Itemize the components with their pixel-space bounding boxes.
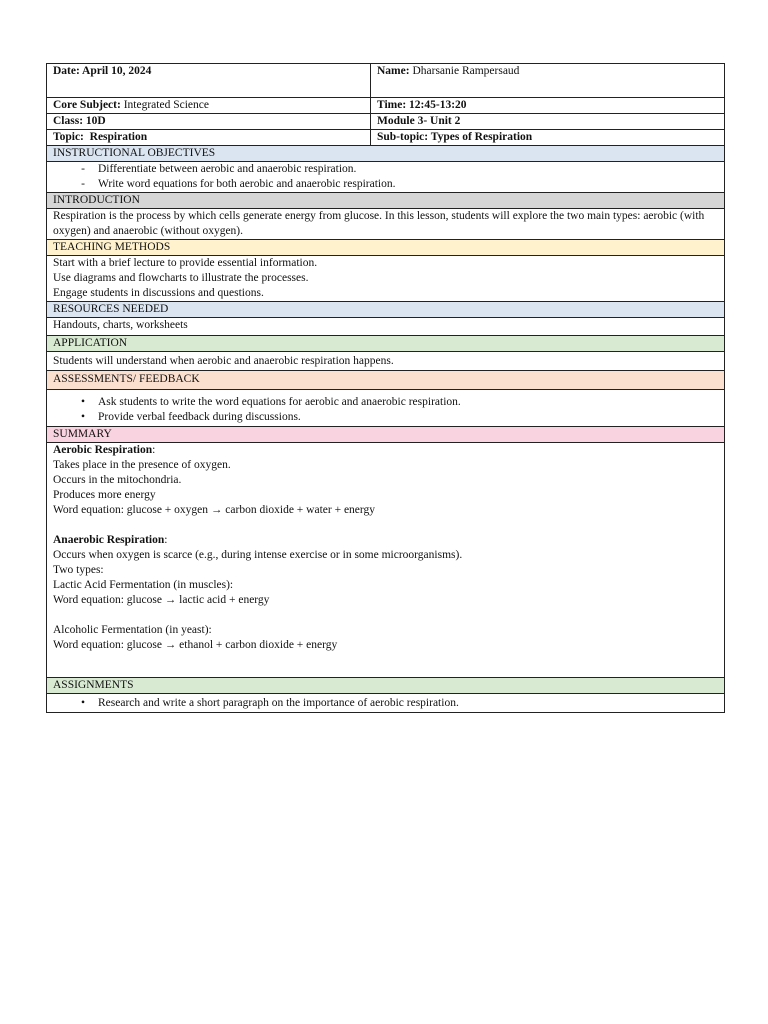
assignments-row [47,694,725,713]
summary-line: Takes place in the presence of oxygen. [53,459,231,471]
teaching-methods-heading-row [47,240,725,256]
list-item [53,395,718,410]
assessment-text: Provide verbal feedback during discussions. [98,411,301,423]
subtopic-cell [371,130,725,146]
objectives-heading-row [47,146,725,162]
introduction-heading: INTRODUCTION [47,193,725,209]
summary-line: Word equation: glucose + oxygen → carbon dioxide + water + energy [53,504,376,516]
core-subject-value: Integrated Science [123,99,209,111]
assignments-list [53,696,718,711]
application-heading: APPLICATION [47,336,725,352]
name-label: Name: [377,65,410,77]
class-label: Class: 10D [53,115,106,127]
time-cell [371,98,725,114]
list-item [53,410,718,425]
topic-label: Topic: Respiration [53,131,148,143]
objectives-heading: INSTRUCTIONAL OBJECTIVES [47,146,725,162]
summary-cell [47,443,725,678]
teaching-method-line: Engage students in discussions and questions. [53,287,264,299]
bullet-marker: • [80,396,86,408]
assessment-text: Ask students to write the word equations for aerobic and anaerobic respiration. [98,396,461,408]
assignments-heading: ASSIGNMENTS [47,678,725,694]
teaching-method-line: Use diagrams and flowcharts to illustrate the processes. [53,272,309,284]
application-text: Students will understand when aerobic and anaerobic respiration happens. [47,352,725,371]
summary-line: Occurs in the mitochondria. [53,474,182,486]
introduction-text: Respiration is the process by which cells generate energy from glucose. In this lesson, students will explore the two main types: aerobic (with oxygen) and anaerobic (without oxygen). [47,209,725,240]
assessments-row [47,390,725,427]
bullet-marker: • [80,411,86,423]
assignments-heading-row [47,678,725,694]
summary-line: Two types: [53,564,104,576]
core-subject-label: Core Subject: [53,99,121,111]
assessments-cell [47,390,725,427]
teaching-methods-row [47,256,725,302]
anaerobic-title: Anaerobic Respiration [53,534,165,546]
class-cell [47,114,371,130]
anaerobic-colon: : [164,534,168,546]
assignment-text: Research and write a short paragraph on the importance of aerobic respiration. [98,697,459,709]
dash-marker: - [81,163,85,175]
module-cell [371,114,725,130]
summary-row [47,443,725,678]
application-heading-row [47,336,725,352]
objectives-row [47,162,725,193]
aerobic-colon: : [152,444,156,456]
subtopic-label: Sub-topic: Types of Respiration [377,131,533,143]
objective-text: Write word equations for both aerobic and anaerobic respiration. [98,178,396,190]
assessments-list [53,395,718,425]
summary-line: Lactic Acid Fermentation (in muscles): [53,579,234,591]
teaching-methods-heading: TEACHING METHODS [47,240,725,256]
header-row-class [47,114,725,130]
summary-line: Produces more energy [53,489,156,501]
application-row [47,352,725,371]
objectives-list [53,162,718,192]
header-row-subject [47,98,725,114]
topic-cell [47,130,371,146]
header-row-topic [47,130,725,146]
resources-heading: RESOURCES NEEDED [47,302,725,318]
spacer [53,608,718,623]
time-label: Time: 12:45-13:20 [377,99,467,111]
assessments-heading-row [47,371,725,390]
aerobic-title: Aerobic Respiration [53,444,153,456]
header-row-date [47,64,725,98]
teaching-method-line: Start with a brief lecture to provide essential information. [53,257,318,269]
list-item [53,177,718,192]
objectives-cell [47,162,725,193]
resources-text: Handouts, charts, worksheets [47,318,725,336]
summary-heading-row [47,427,725,443]
resources-row [47,318,725,336]
date-cell [47,64,371,98]
name-cell [371,64,725,98]
list-item [53,162,718,177]
summary-heading: SUMMARY [47,427,725,443]
objective-text: Differentiate between aerobic and anaerobic respiration. [98,163,357,175]
summary-line: Word equation: glucose → ethanol + carbon dioxide + energy [53,639,338,651]
summary-line: Occurs when oxygen is scarce (e.g., during intense exercise or in some microorganisms). [53,549,463,561]
teaching-methods-cell [47,256,725,302]
core-subject-cell [47,98,371,114]
name-value: Dharsanie Rampersaud [412,65,520,77]
assessments-heading: ASSESSMENTS/ FEEDBACK [47,371,725,390]
summary-line: Alcoholic Fermentation (in yeast): [53,624,212,636]
introduction-row [47,209,725,240]
lesson-plan-table [46,63,725,713]
assignments-cell [47,694,725,713]
lesson-plan [46,63,724,713]
list-item [53,696,718,711]
summary-line: Word equation: glucose → lactic acid + energy [53,594,270,606]
aerobic-title-line [53,443,718,458]
spacer [53,518,718,533]
dash-marker: - [81,178,85,190]
bullet-marker: • [80,697,86,709]
resources-heading-row [47,302,725,318]
module-label: Module 3- Unit 2 [377,115,461,127]
introduction-heading-row [47,193,725,209]
date-label: Date: April 10, 2024 [53,65,152,77]
anaerobic-title-line [53,533,718,548]
